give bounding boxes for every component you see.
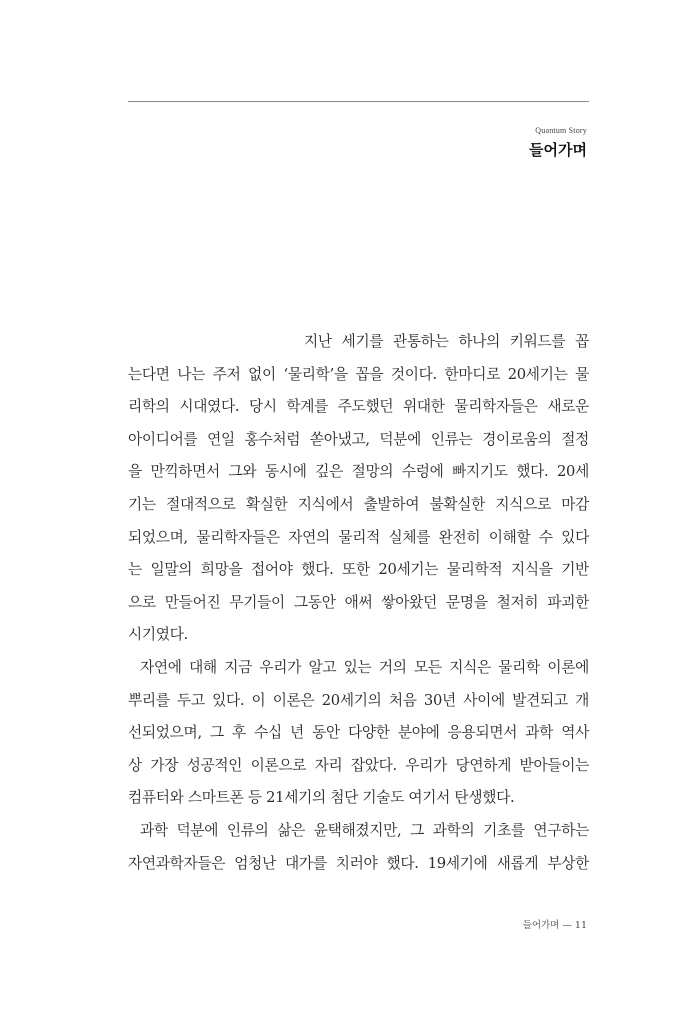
header-rule	[128, 101, 589, 102]
paragraph-line: 을 만끽하면서 그와 동시에 깊은 절망의 수렁에 빠지기도 했다. 20세	[128, 463, 589, 481]
paragraph-line: 자연에 대해 지금 우리가 알고 있는 거의 모든 지식은 물리학 이론에	[140, 658, 589, 676]
chapter-title: 들어가며	[529, 141, 587, 159]
paragraph-line: 컴퓨터와 스마트폰 등 21세기의 첨단 기술도 여기서 탄생했다.	[128, 789, 515, 807]
paragraph-line: 선되었으며, 그 후 수십 년 동안 다양한 분야에 응용되면서 과학 역사	[128, 724, 589, 742]
series-title: Quantum Story	[535, 126, 587, 135]
paragraph-line: 는다면 나는 주저 없이 ‘물리학’을 꼽을 것이다. 한마디로 20세기는 물	[128, 365, 589, 383]
paragraph-line: 기는 절대적으로 확실한 지식에서 출발하여 불확실한 지식으로 마감	[128, 495, 589, 513]
paragraph-line: 상 가장 성공적인 이론으로 자리 잡았다. 우리가 당연하게 받아들이는	[128, 756, 589, 774]
paragraph-line: 는 일말의 희망을 접어야 했다. 또한 20세기는 물리학적 지식을 기반	[128, 561, 589, 579]
paragraph-line: 아이디어를 연일 홍수처럼 쏟아냈고, 덕분에 인류는 경이로움의 절정	[128, 430, 589, 448]
page-folio: 들어가며 — 11	[522, 920, 587, 931]
paragraph-line: 자연과학자들은 엄청난 대가를 치러야 했다. 19세기에 새롭게 부상한	[128, 854, 589, 872]
paragraph-line: 지난 세기를 관통하는 하나의 키워드를 꼽	[304, 333, 589, 350]
paragraph-line: 되었으며, 물리학자들은 자연의 물리적 실체를 완전히 이해할 수 있다	[128, 528, 589, 546]
body-text	[128, 326, 589, 880]
paragraph-line: 뿌리를 두고 있다. 이 이론은 20세기의 처음 30년 사이에 발견되고 개	[128, 691, 589, 709]
paragraph-line: 과학 덕분에 인류의 삶은 윤택해졌지만, 그 과학의 기초를 연구하는	[140, 821, 589, 839]
paragraph-line: 으로 만들어진 무기들이 그동안 애써 쌓아왔던 문명을 철저히 파괴한	[128, 593, 589, 611]
paragraph-line: 시기였다.	[128, 626, 188, 644]
paragraph-line: 리학의 시대였다. 당시 학계를 주도했던 위대한 물리학자들은 새로운	[128, 398, 589, 416]
